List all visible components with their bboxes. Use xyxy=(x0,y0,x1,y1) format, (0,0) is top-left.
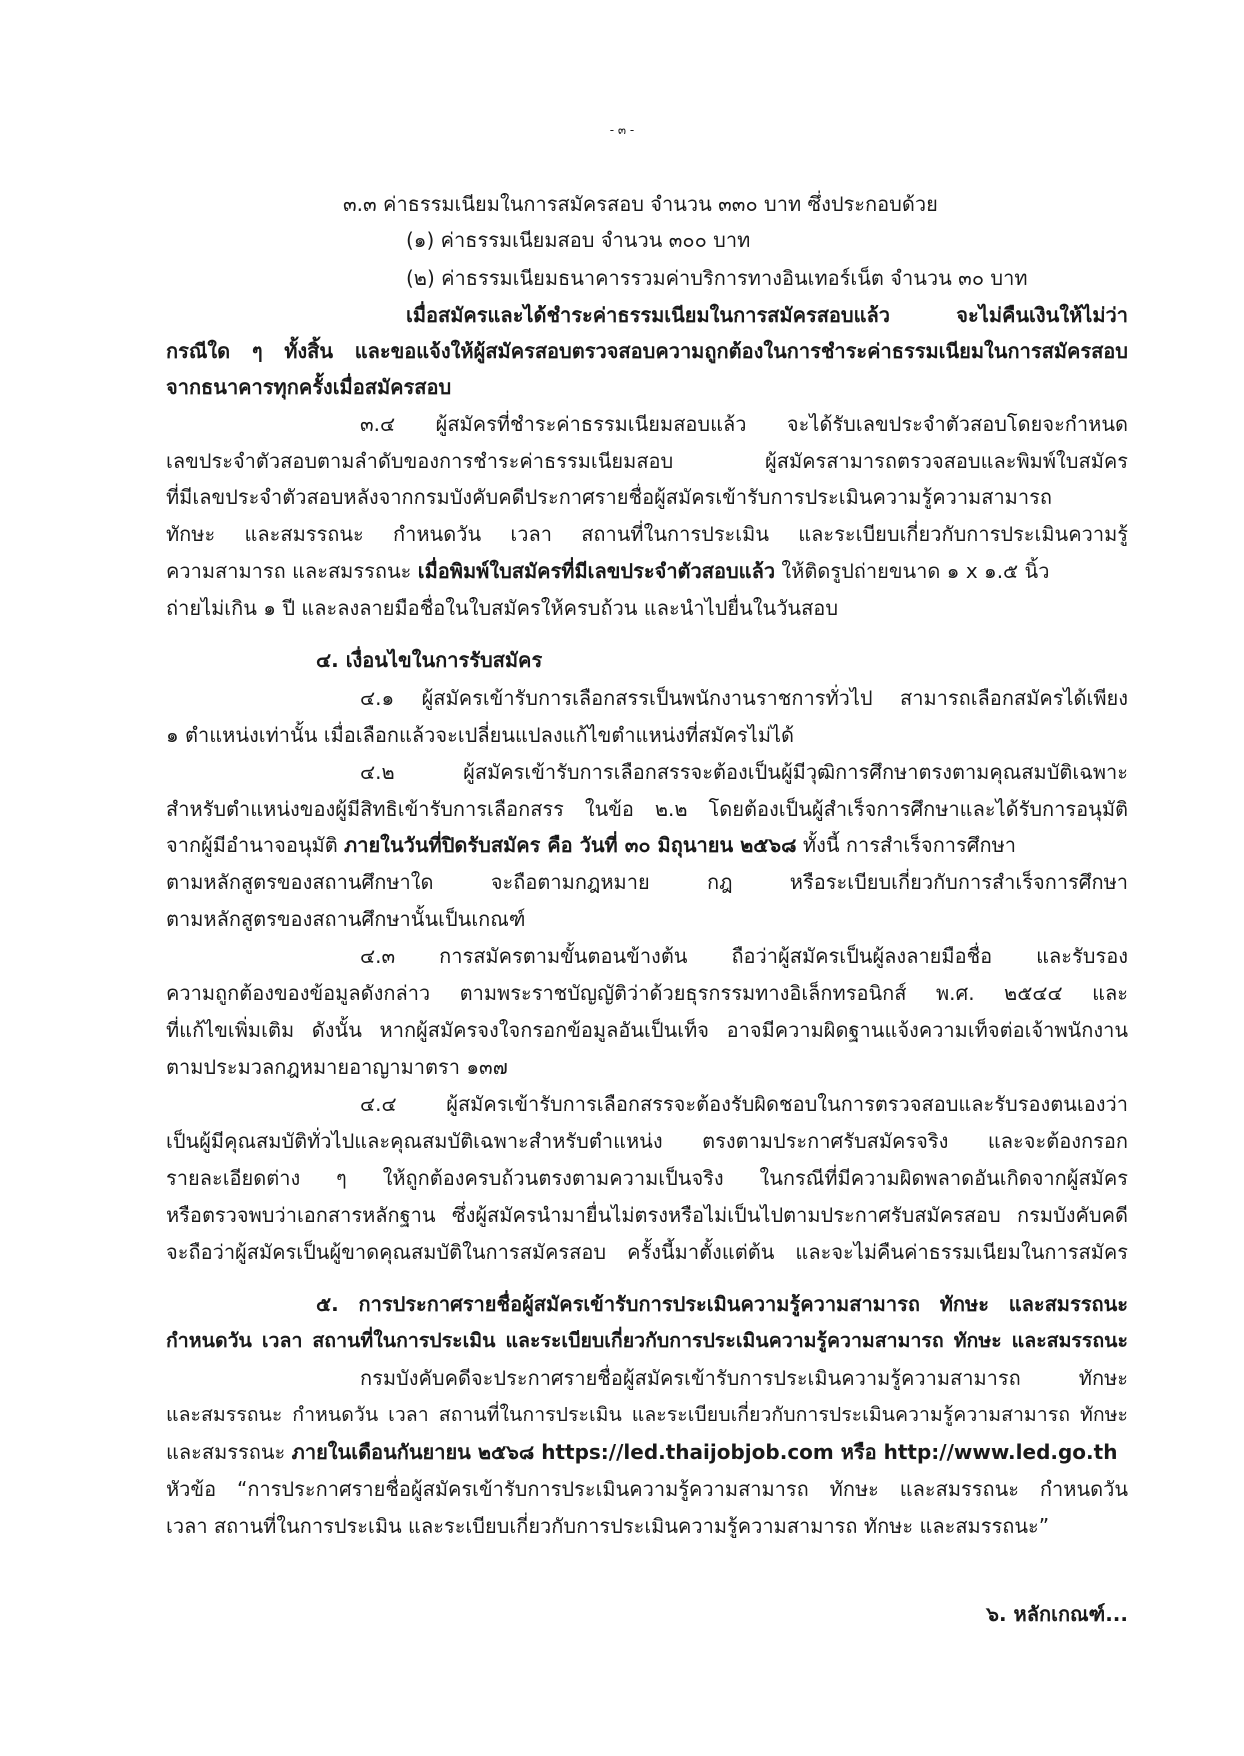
clause-4-4-line-5: จะถือว่าผู้สมัครเป็นผู้ขาดคุณสมบัติในการสมัครสอบ ครั้งนี้มาตั้งแต่ต้น และจะไม่คืนค่าธรรมเนียมในการสมัคร xyxy=(166,1240,1128,1264)
clause-3-4-line-5-c: ให้ติดรูปถ่ายขนาด ๑ x ๑.๕ นิ้ว xyxy=(775,559,1050,583)
clause-4-3-line-3: ที่แก้ไขเพิ่มเติม ดังนั้น หากผู้สมัครจงใจกรอกข้อมูลอันเป็นเท็จ อาจมีความผิดฐานแจ้งความเท็จต่อเจ้าพนักงาน xyxy=(166,1018,1128,1042)
clause-4-2-line-3-bold: ภายในวันที่ปิดรับสมัคร คือ วันที่ ๓๐ มิถุนายน ๒๕๖๘ xyxy=(344,833,797,857)
section-5-heading-line-2: กำหนดวัน เวลา สถานที่ในการประเมิน และระเบียบเกี่ยวกับการประเมินความรู้ความสามารถ ทักษะ และสมรรถนะ xyxy=(166,1329,1128,1352)
section-5-line-4: หัวข้อ “การประกาศรายชื่อผู้สมัครเข้ารับการประเมินความรู้ความสามารถ ทักษะ และสมรรถนะ กำหนดวัน xyxy=(166,1477,1128,1501)
clause-4-2-line-3-a: จากผู้มีอำนาจอนุมัติ xyxy=(166,833,345,857)
clause-3-4-line-5-bold: เมื่อพิมพ์ใบสมัครที่มีเลขประจำตัวสอบแล้ว xyxy=(417,559,776,583)
clause-3-3-item-1: (๑) ค่าธรรมเนียมสอบ จำนวน ๓๐๐ บาท xyxy=(406,228,751,252)
section-5-line-3 xyxy=(166,1438,1117,1466)
next-page-continuation: ๖. หลักเกณฑ์... xyxy=(986,1602,1128,1626)
clause-4-4-line-2: เป็นผู้มีคุณสมบัติทั่วไปและคุณสมบัติเฉพาะสำหรับตำแหน่ง ตรงตามประกาศรับสมัครจริง และจะต้องกรอก xyxy=(166,1129,1128,1153)
bold-notice-line-1: เมื่อสมัครและได้ชำระค่าธรรมเนียมในการสมัครสอบแล้ว จะไม่คืนเงินให้ไม่ว่า xyxy=(406,303,1128,327)
bold-notice-line-3: จากธนาคารทุกครั้งเมื่อสมัครสอบ xyxy=(166,375,452,399)
clause-4-3-line-4: ตามประมวลกฎหมายอาญามาตรา ๑๓๗ xyxy=(166,1055,508,1079)
clause-3-4-line-5 xyxy=(166,557,1049,585)
section-5-line-2: และสมรรถนะ กำหนดวัน เวลา สถานที่ในการประเมิน และระเบียบเกี่ยวกับการประเมินความรู้ความสามารถ ทักษะ xyxy=(166,1403,1128,1426)
clause-3-4-line-3: ที่มีเลขประจำตัวสอบหลังจากกรมบังคับคดีประกาศรายชื่อผู้สมัครเข้ารับการประเมินความรู้ความสามารถ xyxy=(166,485,1052,509)
clause-3-4-line-6: ถ่ายไม่เกิน ๑ ปี และลงลายมือชื่อในใบสมัครให้ครบถ้วน และนำไปยื่นในวันสอบ xyxy=(166,596,839,620)
section-5-heading-line-1: ๕. การประกาศรายชื่อผู้สมัครเข้ารับการประเมินความรู้ความสามารถ ทักษะ และสมรรถนะ xyxy=(316,1292,1128,1316)
section-5-line-3-bold: ภายในเดือนกันยายน ๒๕๖๘ https://led.thaijobjob.com หรือ http://www.led.go.th xyxy=(291,1440,1118,1464)
clause-3-4-line-2: เลขประจำตัวสอบตามลำดับของการชำระค่าธรรมเนียมสอบ ผู้สมัครสามารถตรวจสอบและพิมพ์ใบสมัคร xyxy=(166,449,1128,473)
bold-notice-line-2: กรณีใด ๆ ทั้งสิ้น และขอแจ้งให้ผู้สมัครสอบตรวจสอบความถูกต้องในการชำระค่าธรรมเนียมในการสมัครสอบ xyxy=(166,339,1128,363)
clause-3-3-item-2: (๒) ค่าธรรมเนียมธนาคารรวมค่าบริการทางอินเทอร์เน็ต จำนวน ๓๐ บาท xyxy=(406,266,1028,290)
clause-4-4-line-1: ๔.๔ ผู้สมัครเข้ารับการเลือกสรรจะต้องรับผิดชอบในการตรวจสอบและรับรองตนเองว่า xyxy=(360,1092,1128,1116)
clause-3-3: ๓.๓ ค่าธรรมเนียมในการสมัครสอบ จำนวน ๓๓๐ บาท ซึ่งประกอบด้วย xyxy=(343,192,938,216)
clause-4-4-line-4: หรือตรวจพบว่าเอกสารหลักฐาน ซึ่งผู้สมัครนำมายื่นไม่ตรงหรือไม่เป็นไปตามประกาศรับสมัครสอบ กรมบังคับคดี xyxy=(166,1203,1128,1227)
page-number: - ๓ - xyxy=(609,123,635,137)
clause-3-4-line-5-a: ความสามารถ และสมรรถนะ xyxy=(166,559,418,583)
clause-4-2-line-2: สำหรับตำแหน่งของผู้มีสิทธิเข้ารับการเลือกสรร ในข้อ ๒.๒ โดยต้องเป็นผู้สำเร็จการศึกษาและได้รับการอนุมัติ xyxy=(166,797,1128,821)
clause-4-2-line-5: ตามหลักสูตรของสถานศึกษานั้นเป็นเกณฑ์ xyxy=(166,907,526,931)
clause-3-4-line-1: ๓.๔ ผู้สมัครที่ชำระค่าธรรมเนียมสอบแล้ว จะได้รับเลขประจำตัวสอบโดยจะกำหนด xyxy=(360,412,1128,436)
clause-4-2-line-1: ๔.๒ ผู้สมัครเข้ารับการเลือกสรรจะต้องเป็นผู้มีวุฒิการศึกษาตรงตามคุณสมบัติเฉพาะ xyxy=(360,760,1128,784)
clause-4-1-line-2: ๑ ตำแหน่งเท่านั้น เมื่อเลือกแล้วจะเปลี่ยนแปลงแก้ไขตำแหน่งที่สมัครไม่ได้ xyxy=(166,723,795,747)
clause-4-2-line-4: ตามหลักสูตรของสถานศึกษาใด จะถือตามกฎหมาย กฎ หรือระเบียบเกี่ยวกับการสำเร็จการศึกษา xyxy=(166,870,1128,894)
clause-4-4-line-3: รายละเอียดต่าง ๆ ให้ถูกต้องครบถ้วนตรงตามความเป็นจริง ในกรณีที่มีความผิดพลาดอันเกิดจากผู้สมัคร xyxy=(166,1166,1128,1190)
clause-4-3-line-1: ๔.๓ การสมัครตามขั้นตอนข้างต้น ถือว่าผู้สมัครเป็นผู้ลงลายมือชื่อ และรับรอง xyxy=(360,944,1128,968)
section-5-line-3-a: และสมรรถนะ xyxy=(166,1440,292,1464)
clause-4-3-line-2: ความถูกต้องของข้อมูลดังกล่าว ตามพระราชบัญญัติว่าด้วยธุรกรรมทางอิเล็กทรอนิกส์ พ.ศ. ๒๕๔๔ และ xyxy=(166,981,1128,1005)
clause-4-1-line-1: ๔.๑ ผู้สมัครเข้ารับการเลือกสรรเป็นพนักงานราชการทั่วไป สามารถเลือกสมัครได้เพียง xyxy=(360,686,1128,710)
section-5-line-5: เวลา สถานที่ในการประเมิน และระเบียบเกี่ยวกับการประเมินความรู้ความสามารถ ทักษะ และสมรรถนะ” xyxy=(166,1514,1050,1538)
clause-4-2-line-3 xyxy=(166,831,1016,859)
clause-4-2-line-3-c: ทั้งนี้ การสำเร็จการศึกษา xyxy=(796,833,1016,857)
section-4-heading: ๔. เงื่อนไขในการรับสมัคร xyxy=(316,648,543,672)
section-5-line-1: กรมบังคับคดีจะประกาศรายชื่อผู้สมัครเข้ารับการประเมินความรู้ความสามารถ ทักษะ xyxy=(360,1366,1128,1390)
clause-3-4-line-4: ทักษะ และสมรรถนะ กำหนดวัน เวลา สถานที่ในการประเมิน และระเบียบเกี่ยวกับการประเมินความรู้ xyxy=(166,522,1128,546)
